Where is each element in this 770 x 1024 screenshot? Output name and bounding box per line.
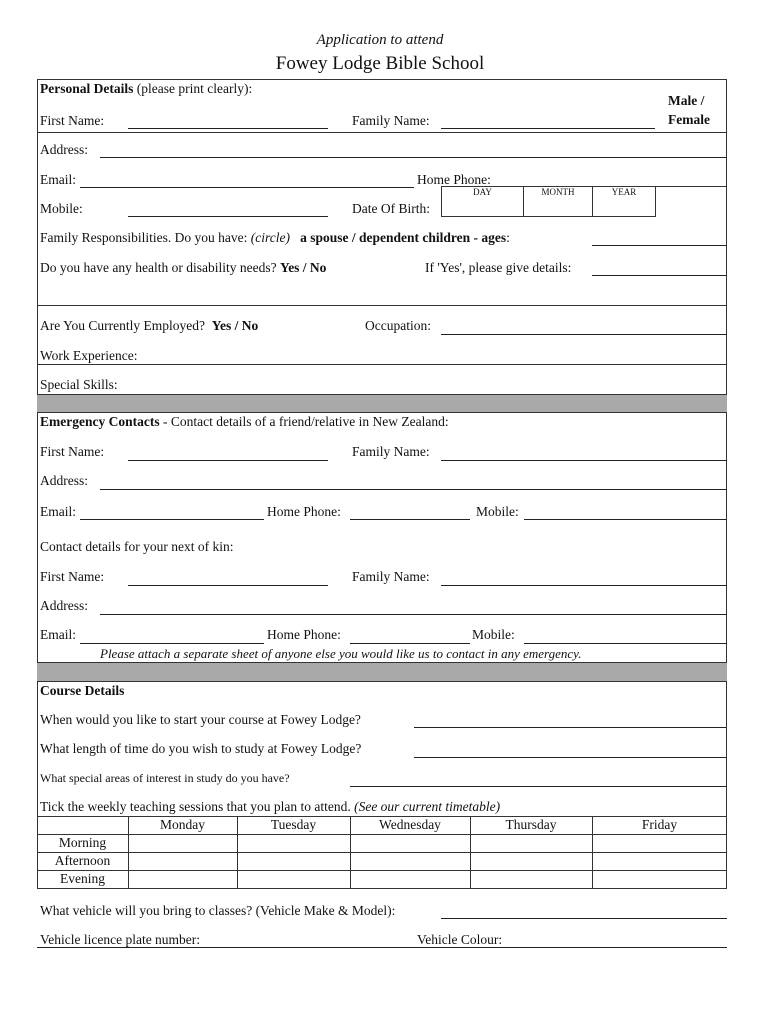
- emergency-family-name-field[interactable]: [441, 460, 727, 461]
- course-start-label: When would you like to start your course at Fowey Lodge?: [40, 712, 361, 727]
- course-length-label: What length of time do you wish to study at Fowey Lodge?: [40, 741, 362, 756]
- grid-line: [37, 834, 727, 835]
- family-name-field[interactable]: [441, 128, 655, 129]
- course-length-field[interactable]: [414, 757, 726, 758]
- vehicle-colour-label: Vehicle Colour:: [417, 932, 503, 947]
- interest-areas-field[interactable]: [350, 786, 726, 787]
- work-experience-label: Work Experience:: [40, 348, 138, 363]
- kin-address-field[interactable]: [100, 614, 727, 615]
- kin-address-label: Address:: [40, 598, 88, 613]
- dob-label: Date Of Birth:: [352, 201, 430, 216]
- section-separator: [37, 395, 727, 412]
- family-responsibilities-options[interactable]: a spouse / dependent children - ages: [300, 230, 507, 245]
- row-divider: [37, 364, 727, 365]
- emergency-address-field[interactable]: [100, 489, 727, 490]
- employed-label: Are You Currently Employed? Yes / No: [40, 318, 259, 333]
- occupation-label: Occupation:: [365, 318, 431, 333]
- family-name-label: Family Name:: [352, 113, 430, 128]
- day-header-tuesday: Tuesday: [270, 817, 317, 832]
- dob-month-field[interactable]: [523, 186, 593, 217]
- day-header-friday: Friday: [641, 817, 678, 832]
- special-skills-label: Special Skills:: [40, 377, 118, 392]
- kin-home-phone-field[interactable]: [350, 643, 470, 644]
- health-details-field[interactable]: [592, 275, 726, 276]
- day-header-monday: Monday: [160, 817, 205, 832]
- first-name-label: First Name:: [40, 113, 105, 128]
- interest-areas-label: What special areas of interest in study do you have?: [40, 771, 290, 785]
- dob-year-label: YEAR: [611, 187, 637, 197]
- emergency-home-phone-label: Home Phone:: [267, 504, 341, 519]
- vehicle-make-field[interactable]: [441, 918, 727, 919]
- health-needs-label: Do you have any health or disability needs? Yes / No: [40, 260, 327, 275]
- emergency-contacts-heading: Emergency Contacts - Contact details of a friend/relative in New Zealand:: [40, 414, 449, 429]
- emergency-home-phone-field[interactable]: [350, 519, 470, 520]
- email-field[interactable]: [80, 187, 414, 188]
- vehicle-plate-label: Vehicle licence plate number:: [40, 932, 201, 947]
- emergency-note: Please attach a separate sheet of anyone else you would like us to contact in any emergency.: [100, 646, 582, 661]
- dob-year-field[interactable]: [592, 186, 656, 217]
- address-label: Address:: [40, 142, 88, 157]
- emergency-first-name-label: First Name:: [40, 444, 105, 459]
- next-of-kin-label: Contact details for your next of kin:: [40, 539, 234, 554]
- kin-mobile-label: Mobile:: [472, 627, 515, 642]
- form-title: Fowey Lodge Bible School: [275, 53, 485, 74]
- course-start-field[interactable]: [414, 727, 726, 728]
- email-label: Email:: [40, 172, 76, 187]
- home-phone-label: Home Phone:: [417, 172, 491, 187]
- day-header-thursday: Thursday: [505, 817, 557, 832]
- kin-mobile-field[interactable]: [524, 643, 727, 644]
- gender-female-option[interactable]: Female: [668, 112, 710, 127]
- gender-male-option[interactable]: Male /: [668, 93, 705, 108]
- vehicle-make-label: What vehicle will you bring to classes? (Vehicle Make & Model):: [40, 903, 396, 918]
- mobile-label: Mobile:: [40, 201, 83, 216]
- personal-details-heading: Personal Details (please print clearly):: [40, 81, 253, 96]
- emergency-mobile-label: Mobile:: [476, 504, 519, 519]
- section-separator: [37, 663, 727, 681]
- kin-email-label: Email:: [40, 627, 76, 642]
- course-details-heading: Course Details: [40, 683, 125, 698]
- kin-first-name-label: First Name:: [40, 569, 105, 584]
- grid-line: [37, 870, 727, 871]
- form-subtitle: Application to attend: [316, 32, 444, 48]
- first-name-field[interactable]: [128, 128, 328, 129]
- emergency-email-field[interactable]: [80, 519, 264, 520]
- emergency-family-name-label: Family Name:: [352, 444, 430, 459]
- employed-options[interactable]: Yes / No: [211, 318, 259, 333]
- kin-family-name-field[interactable]: [441, 585, 727, 586]
- session-label-morning: Morning: [58, 835, 107, 850]
- dob-day-field[interactable]: [441, 186, 524, 217]
- row-divider: [37, 305, 727, 306]
- health-details-label: If 'Yes', please give details:: [425, 260, 572, 275]
- kin-family-name-label: Family Name:: [352, 569, 430, 584]
- emergency-first-name-field[interactable]: [128, 460, 328, 461]
- health-needs-options[interactable]: Yes / No: [279, 260, 327, 275]
- dob-month-label: MONTH: [541, 187, 575, 197]
- session-label-afternoon: Afternoon: [54, 853, 111, 868]
- kin-email-field[interactable]: [80, 643, 264, 644]
- row-divider: [37, 132, 727, 133]
- timetable-instruction: Tick the weekly teaching sessions that you plan to attend. (See our current timetable): [40, 799, 501, 814]
- dob-day-label: DAY: [473, 187, 492, 197]
- address-field[interactable]: [100, 157, 727, 158]
- vehicle-plate-colour-field[interactable]: [37, 947, 727, 948]
- day-header-wednesday: Wednesday: [379, 817, 441, 832]
- dependent-ages-field[interactable]: [592, 245, 726, 246]
- grid-line: [37, 852, 727, 853]
- family-responsibilities-label: Family Responsibilities. Do you have: (circle) a spouse / dependent children - ages:: [40, 230, 510, 245]
- mobile-field[interactable]: [128, 216, 328, 217]
- kin-home-phone-label: Home Phone:: [267, 627, 341, 642]
- emergency-email-label: Email:: [40, 504, 76, 519]
- occupation-field[interactable]: [441, 334, 727, 335]
- emergency-address-label: Address:: [40, 473, 88, 488]
- emergency-mobile-field[interactable]: [524, 519, 727, 520]
- session-label-evening: Evening: [60, 871, 105, 886]
- kin-first-name-field[interactable]: [128, 585, 328, 586]
